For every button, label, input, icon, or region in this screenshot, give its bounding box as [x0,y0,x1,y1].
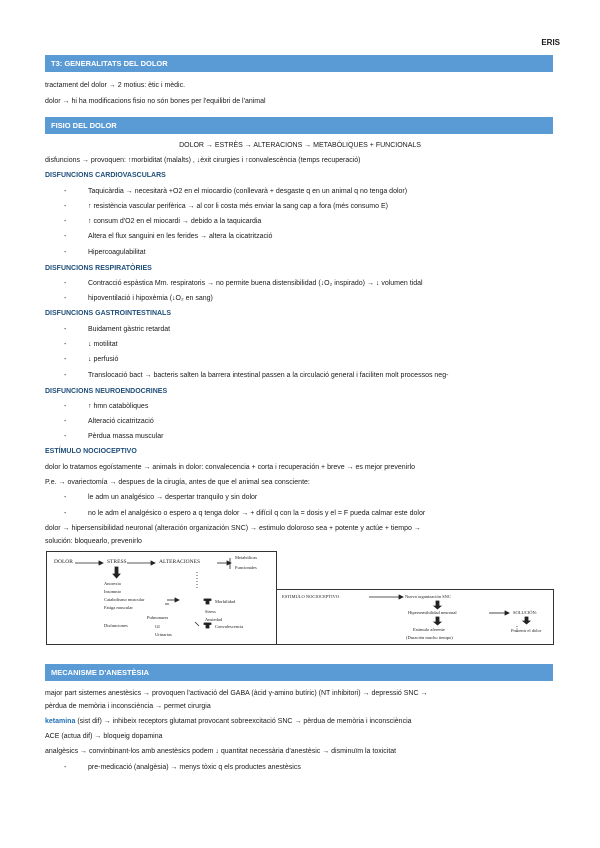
list-item: - Altera el flux sanguini en les ferides → altera la cicatrització [88,232,558,242]
fig-organizacion: Nueva organización SNC [405,594,451,599]
list-item: - Hipercoagulabilitat [88,248,558,258]
subsection-title-resp: DISFUNCIONS RESPIRATÒRIES [45,265,152,272]
fig-estimulo-aferente: Estimulo aferente [413,627,445,632]
list-item: - ↑ consum d'O2 en el miocardi → debido a la taquicardia [88,217,558,227]
section-title-generalitats: T3: GENERALITATS DEL DOLOR [45,55,553,72]
fig-hipersensibilidad: Hipersensibilidad neuronal [408,610,457,615]
list-item: - ↑ hmn catabòliques [88,402,558,412]
text-line: solución: bloquearlo, prevenirlo [45,538,142,545]
fig-duracion: (Duración mucho tiempo) [406,635,453,640]
ketamina-term: ketamina [45,718,76,725]
list-item: - Taquicàrdia → necesitarà +O2 en el miocardio (conllevarà + desgaste q en un animal q no tenga dolor) [88,187,558,197]
author-label: ERIS [541,38,560,47]
fig-pulmonares: Pulmonares [147,615,169,620]
ketamina-text: (sist dif) → inhibeix receptors glutamat provocant sobreexcitació SNC → pèrdua de memòria i inconsciència [77,718,412,725]
fig-disfunciones: Disfunciones [104,623,128,628]
fig-solucion: SOLUCIÓN: [513,610,538,615]
list-item: - no le adm el analgésico o espero a q tenga dolor → + difícil q con la = dosis y el = F pueda calmar este dolor [88,509,558,519]
text-line: tractament del dolor → 2 motius: ètic i mèdic. [45,82,186,89]
list-item: - Alteració cicatrització [88,417,558,427]
text-line: analgèsics → convinbinant-los amb anestèsics podem ↓ quantitat necessària d'anestèsic → disminuïm la toxicitat [45,748,397,755]
text-line: dolor → hi ha modificacions fisio no són bones per l'equilibri de l'animal [45,98,266,105]
fig-stress-item: Stress [205,609,216,614]
fig-urinarias: Urinarias [155,632,172,637]
fig-gi: GI [155,624,160,629]
fig-catabolismo: Catabolismo muscular [104,597,145,602]
fig-anorexia: Anorexia [104,581,121,586]
list-item: - le adm un analgésico → despertar tranquilo y sin dolor [88,493,558,503]
fig-convalescencia: Convalescencia [215,624,244,629]
fig-funcionales: Funcionales [235,565,257,570]
list-item: - pre-medicació (analgèsia) → menys tòxic q els productes anestèsics [88,763,558,773]
flow-line: DOLOR → ESTRÈS → ALTERACIONS → METABÒLIQUES + FUNCIONALS [179,142,421,149]
fig-stress: STRESS [107,559,127,565]
fig-dolor: DOLOR [54,559,73,565]
list-item: - hipoventilació i hipoxèmia (↓O₂ en sang) [88,294,558,304]
list-item: - Contracció espàstica Mm. respiratoris → no permite buena distensibilidad (↓O₂ inspirado) → ↓ volumen tidal [88,279,558,289]
subsection-title-gastro: DISFUNCIONS GASTROINTESTINALS [45,310,172,317]
text-line: pèrdua de memòria i inconsciència → permet cirurgia [45,703,211,710]
list-item: - Buidament gàstric retardat [88,325,558,335]
fig-morbilidad: Morbilidad [215,599,236,604]
list-item: - ↓ perfusió [88,355,558,365]
list-item: - Translocació bact → bacteris salten la barrera intestinal passen a la circulació general i faciliten molt processos neg- [88,371,558,381]
fig-metabolicas: Metabólicas [235,555,257,560]
subsection-title-estimulo: ESTÍMULO NOCIOCEPTIVO [45,448,137,455]
fig-ansiedad: Ansiedad [205,617,222,622]
text-line: dolor → hipersensibilidad neuronal (alteración organización SNC) → estimulo doloroso sea + potente y actúe + tiempo → [45,525,421,532]
list-item: - ↑ resistència vascular perifèrica → al cor li costa més enviar la sang cap a fora (més consumo E) [88,202,558,212]
dolor-flow-diagram [46,551,277,645]
text-line: P.e. → ovariectomía → despues de la cirugía, antes de que el animal sea consciente: [45,479,310,486]
section-title-fisio: FISIO DEL DOLOR [45,117,553,134]
fig-fatiga: Fatiga muscular [104,605,133,610]
text-line-ketamina [45,717,555,727]
fig-alteraciones: ALTERACIONES [159,559,201,565]
fig-estimulo: ESTIMULO NOCIOCEPTIVO [282,594,340,599]
text-line: dolor lo tratamos egoístamente → animals in dolor: convalecencia + corta i recuperación + breve → es mejor prevenirlo [45,464,416,471]
estimulo-diagram [276,589,554,645]
list-item: - ↓ motilitat [88,340,558,350]
fig-prevenir: Prevenir el dolor [511,628,542,633]
text-line: ACE (actua dif) → bloqueig dopamina [45,733,163,740]
text-line: major part sistemes anestèsics → provoquen l'activació del GABA (àcid γ-amino butíric) (NT inhibitori) → depressió SNC → [45,690,428,697]
list-item: - Pèrdua massa muscular [88,432,558,442]
subsection-title-neuro: DISFUNCIONS NEUROENDOCRINES [45,388,168,395]
section-title-anestesia: MECANISME D'ANESTÈSIA [45,664,553,681]
subsection-title-cardio: DISFUNCIONS CARDIOVASCULARS [45,172,166,179]
fig-insomnio: Insomnio [104,589,122,594]
text-line: disfuncions → provoquen: ↑morbiditat (malalts) , ↓èxit cirurgies i ↑convalescència (temps recuperació) [45,157,361,164]
